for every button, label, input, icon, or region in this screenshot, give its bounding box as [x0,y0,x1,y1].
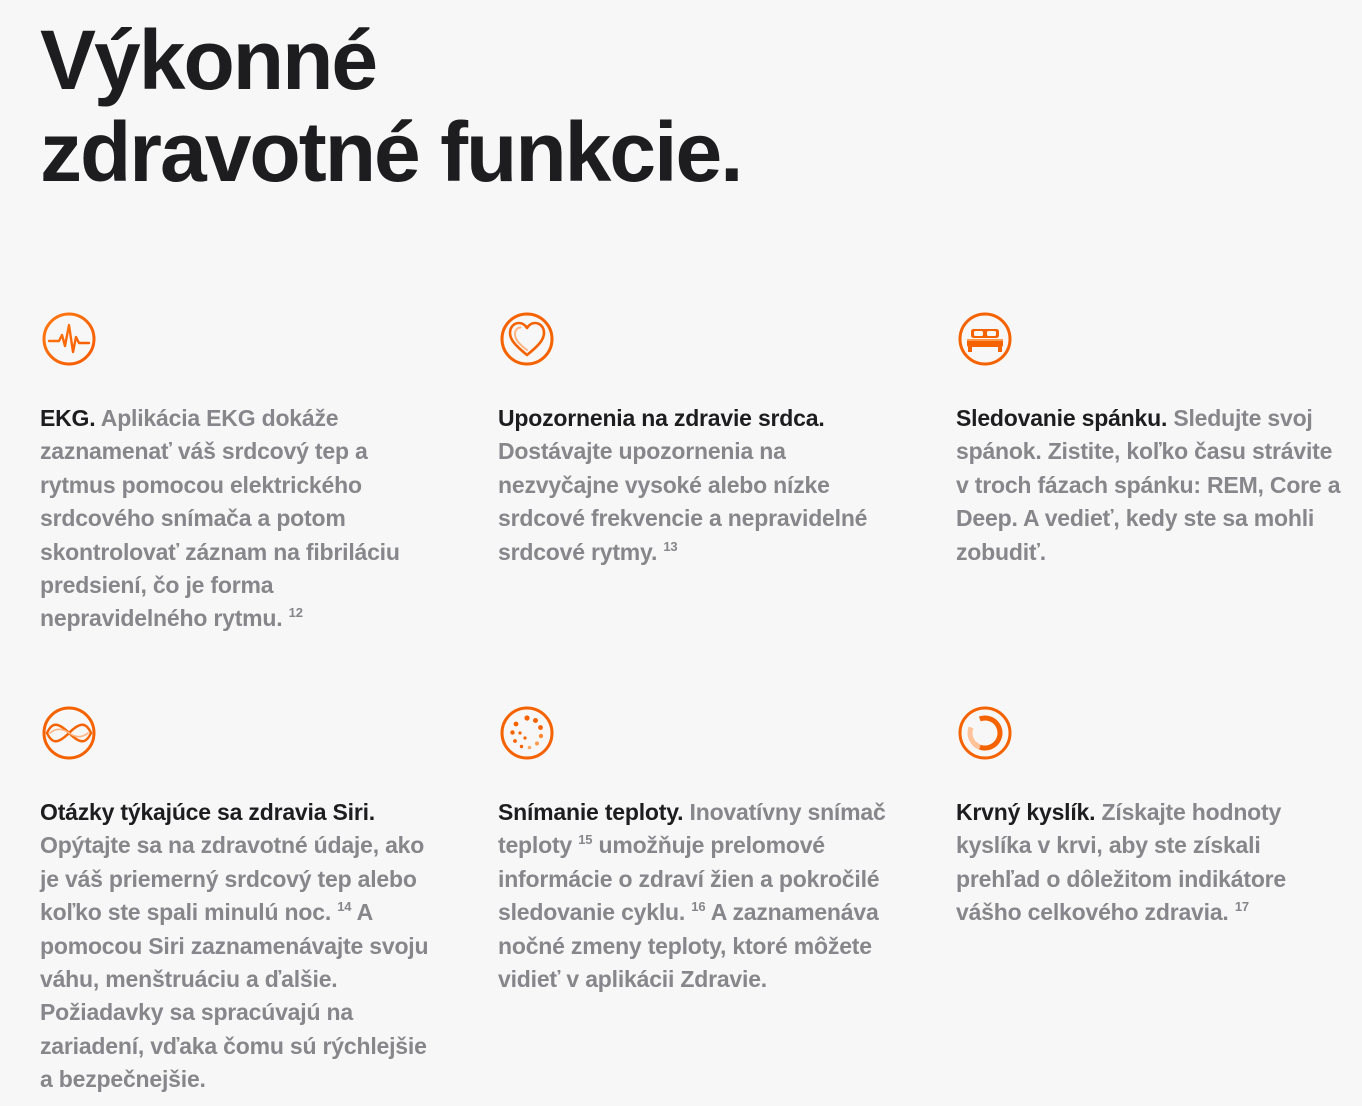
feature-heart-notifications-text [498,402,888,569]
feature-body: Inovatívny snímač teploty [498,799,886,859]
page-title-line-1: Výkonné [40,13,377,107]
feature-title: Snímanie teploty. [498,799,684,825]
bed-icon [956,310,1014,368]
feature-title: EKG. [40,405,96,431]
feature-sleep-tracking-text [956,402,1346,569]
feature-body-continued: umožňuje prelomové informácie o zdraví žien a pokročilé sledovanie cyklu. [498,832,880,926]
blood-oxygen-icon [956,704,1014,762]
feature-ecg-text [40,402,430,636]
feature-title: Upozornenia na zdravie srdca. [498,405,825,431]
footnote-link[interactable]: 17 [1234,899,1249,915]
feature-temperature-sensing-text [498,796,888,996]
feature-body: Získajte hodnoty kyslíka v krvi, aby ste získali prehľad o dôležitom indikátore vášho celkového zdravia. [956,799,1287,926]
feature-body-continued: A zaznamenáva nočné zmeny teploty, ktoré môžete vidieť v aplikácii Zdravie. [498,899,879,993]
feature-body-continued: A pomocou Siri zaznamenávajte svoju váhu, menštruáciu a ďalšie. Požiadavky sa spracúvajú na zariadení, vďaka čomu sú rýchlejšie a bezpečnejšie. [40,899,429,1093]
feature-title: Sledovanie spánku. [956,405,1168,431]
footnote-link[interactable]: 16 [691,899,706,915]
ecg-icon [40,310,98,368]
feature-body: Opýtajte sa na zdravotné údaje, ako je váš priemerný srdcový tep alebo koľko ste spali minulú noc. [40,832,425,926]
feature-title: Otázky týkajúce sa zdravia Siri. [40,799,375,825]
footnote-link[interactable]: 15 [578,832,593,848]
page-title [40,14,742,198]
feature-title: Krvný kyslík. [956,799,1096,825]
feature-body: Sledujte svoj spánok. Zistite, koľko času strávite v troch fázach spánku: REM, Core a Deep. A vedieť, kedy ste sa mohli zobudiť. [956,405,1341,565]
temperature-icon [498,704,556,762]
siri-icon [40,704,98,762]
page-title-line-2: zdravotné funkcie. [40,105,742,199]
feature-siri-health-text [40,796,430,1097]
feature-body: Aplikácia EKG dokáže zaznamenať váš srdcový tep a rytmus pomocou elektrického srdcového snímača a potom skontrolovať záznam na fibriláciu predsiení, čo je forma nepravidelného rytmu. [40,405,400,632]
heart-icon [498,310,556,368]
footnote-link[interactable]: 13 [663,538,678,554]
feature-body: Dostávajte upozornenia na nezvyčajne vysoké alebo nízke srdcové frekvencie a nepravidelné srdcové rytmy. [498,438,868,565]
footnote-link[interactable]: 14 [337,899,352,915]
footnote-link[interactable]: 12 [288,605,303,621]
feature-blood-oxygen-text [956,796,1346,930]
